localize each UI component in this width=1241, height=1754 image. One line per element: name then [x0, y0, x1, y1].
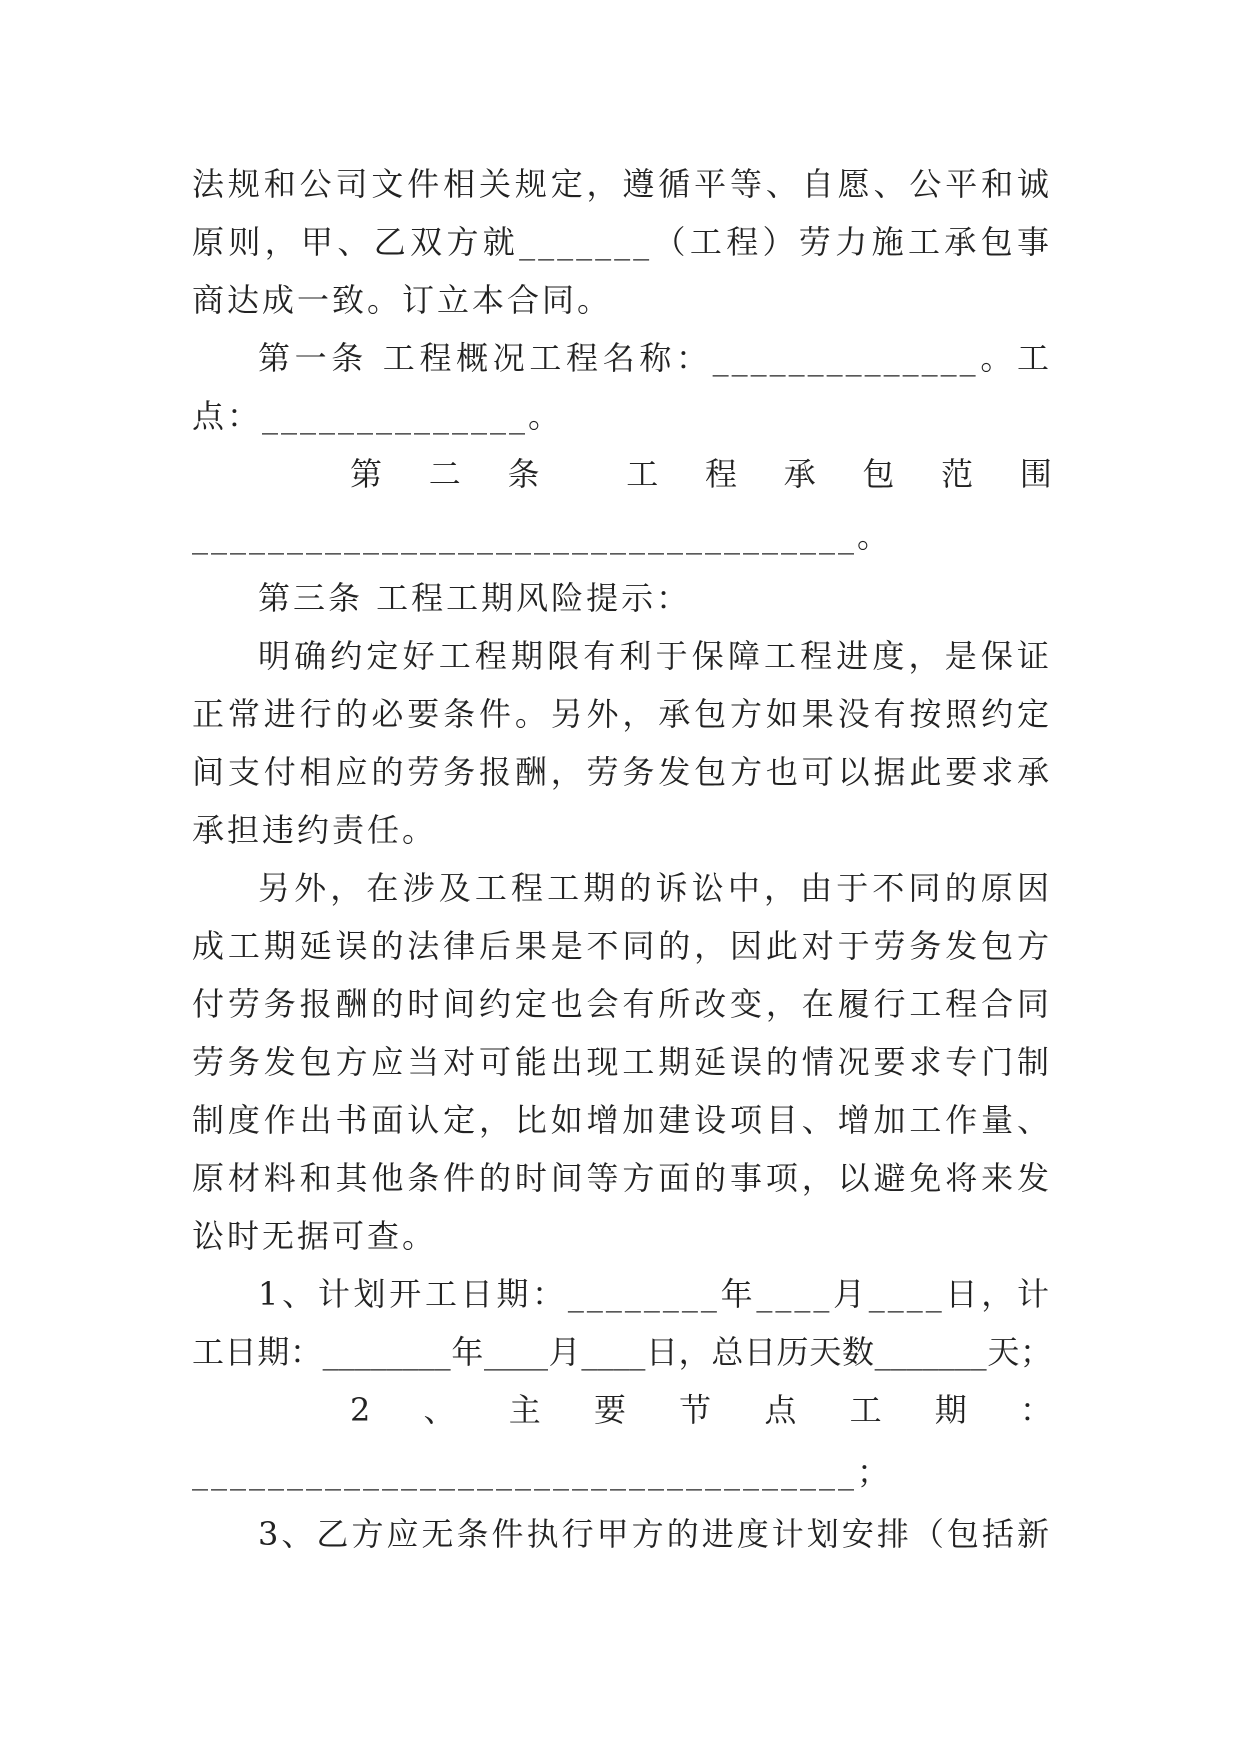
text-line: 成工期延误的法律后果是不同的，因此对于劳务发包方	[192, 927, 1052, 965]
article-1-line: 第一条 工程概况工程名称：______________。工	[258, 339, 1052, 377]
text-line: 正常进行的必要条件。另外，承包方如果没有按照约定	[192, 695, 1052, 733]
text-line: 明确约定好工程期限有利于保障工程进度，是保证	[258, 637, 1052, 675]
spread-char: 第	[350, 455, 383, 493]
spread-char: 范	[941, 455, 974, 493]
schedule-line: 工日期：________年____月____日，总日历天数_______天；	[192, 1333, 1052, 1371]
spread-char: 工	[849, 1391, 882, 1429]
text-line: 原则，甲、乙双方就_______（工程）劳力施工承包事	[192, 223, 1052, 261]
article-3-heading: 第三条 工程工期风险提示：	[258, 579, 692, 617]
text-line: 3、乙方应无条件执行甲方的进度计划安排（包括新	[258, 1515, 1052, 1553]
spread-char: 2	[350, 1391, 371, 1429]
text-line: 另外，在涉及工程工期的诉讼中，由于不同的原因	[258, 869, 1052, 907]
text-line: 原材料和其他条件的时间等方面的事项，以避免将来发	[192, 1159, 1052, 1197]
spread-char: 节	[679, 1391, 712, 1429]
spread-char: 、	[423, 1391, 456, 1429]
spread-char: ：	[1019, 1391, 1052, 1429]
text-line: 付劳务报酬的时间约定也会有所改变，在履行工程合同	[192, 985, 1052, 1023]
text-line: ___________________________________；	[192, 1453, 893, 1491]
text-line: 点：______________。	[192, 397, 564, 435]
spread-char: 包	[862, 455, 895, 493]
article-2-heading	[192, 445, 1052, 503]
spread-char: 工	[626, 455, 659, 493]
spread-char: 承	[783, 455, 816, 493]
spread-char: 期	[934, 1391, 967, 1429]
text-line: 制度作出书面认定，比如增加建设项目、增加工作量、	[192, 1101, 1052, 1139]
text-line: 劳务发包方应当对可能出现工期延误的情况要求专门制	[192, 1043, 1052, 1081]
document-page	[192, 155, 1052, 1563]
text-line: 间支付相应的劳务报酬，劳务发包方也可以据此要求承	[192, 753, 1052, 791]
text-line: 讼时无据可查。	[192, 1217, 438, 1255]
text-line: 商达成一致。订立本合同。	[192, 281, 613, 319]
text-line: ___________________________________。	[192, 517, 893, 555]
text-line: 法规和公司文件相关规定，遵循平等、自愿、公平和诚	[192, 165, 1052, 203]
text-line: 承担违约责任。	[192, 811, 438, 849]
spread-char: 程	[704, 455, 737, 493]
spread-char: 二	[428, 455, 461, 493]
spread-char: 条	[507, 455, 540, 493]
spread-char: 点	[764, 1391, 797, 1429]
item-2-heading	[192, 1381, 1052, 1439]
spread-char: 围	[1019, 455, 1052, 493]
schedule-line: 1、计划开工日期：________年____月____日，计	[258, 1275, 1052, 1313]
spread-char: 主	[508, 1391, 541, 1429]
spread-char: 要	[593, 1391, 626, 1429]
